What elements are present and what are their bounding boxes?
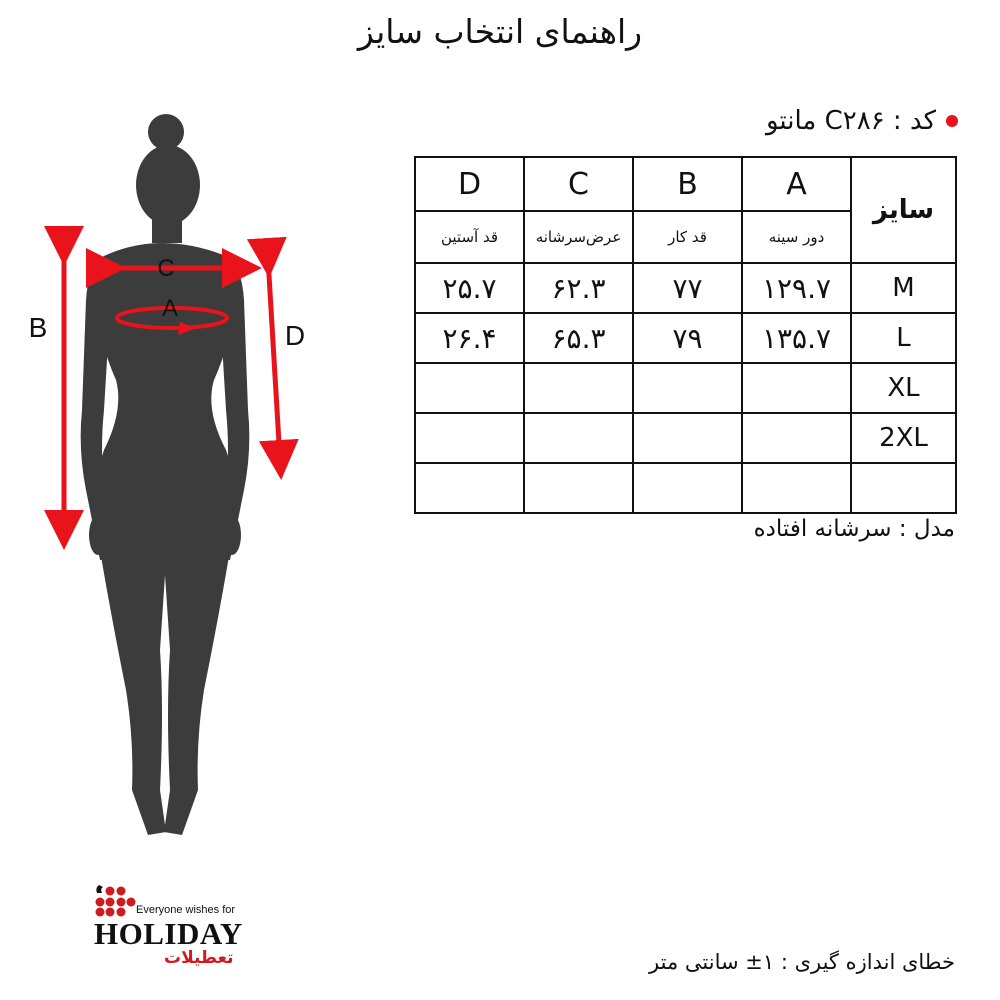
table-cell: ۲۶.۴	[415, 313, 524, 363]
bullet-dot-icon	[946, 115, 958, 127]
table-cell: ۱۳۵.۷	[742, 313, 851, 363]
label-d: D	[284, 320, 306, 351]
arrow-d	[268, 258, 280, 460]
table-cell	[633, 413, 742, 463]
table-cell: ۷۹	[633, 313, 742, 363]
size-table	[414, 156, 957, 514]
measurement-error-note: خطای اندازه گیری : ۱± سانتی متر	[649, 950, 955, 974]
column-name-sleeve-length: قد آستین	[415, 211, 524, 263]
table-cell	[633, 463, 742, 513]
size-label: L	[851, 313, 956, 363]
column-name-garment-length: قد کار	[633, 211, 742, 263]
column-letter-c: C	[524, 157, 633, 211]
label-a: A	[161, 295, 179, 322]
table-cell: ۷۷	[633, 263, 742, 313]
holiday-logo	[94, 882, 264, 972]
table-cell	[415, 413, 524, 463]
size-label	[851, 463, 956, 513]
table-row	[415, 313, 956, 363]
table-cell	[742, 413, 851, 463]
size-label: XL	[851, 363, 956, 413]
column-letter-a: A	[742, 157, 851, 211]
table-cell	[415, 363, 524, 413]
column-letter-d: D	[415, 157, 524, 211]
table-cell	[524, 413, 633, 463]
table-cell	[415, 463, 524, 513]
table-cell	[742, 363, 851, 413]
product-code: کد : C۲۸۶ مانتو	[765, 106, 936, 136]
body-silhouette	[81, 114, 250, 835]
table-row	[415, 363, 956, 413]
table-cell: ۶۲.۳	[524, 263, 633, 313]
model-description: مدل : سرشانه افتاده	[753, 516, 955, 542]
logo-brand-fa: تعطیلات	[164, 948, 234, 968]
table-cell: ۲۵.۷	[415, 263, 524, 313]
table-header-row	[415, 157, 956, 211]
table-cell: ۶۵.۳	[524, 313, 633, 363]
table-row	[415, 463, 956, 513]
logo-tagline: Everyone wishes for	[136, 904, 236, 916]
table-cell	[524, 463, 633, 513]
table-cell	[524, 363, 633, 413]
body-measurement-figure	[0, 90, 330, 850]
column-name-chest-circumference: دور سینه	[742, 211, 851, 263]
logo-dots-icon	[94, 882, 138, 918]
label-b: B	[28, 312, 48, 343]
table-cell: ۱۲۹.۷	[742, 263, 851, 313]
size-label: 2XL	[851, 413, 956, 463]
table-row	[415, 413, 956, 463]
product-code-line	[766, 106, 958, 136]
page-title: راهنمای انتخاب سایز	[357, 12, 643, 51]
column-name-shoulder-width: عرض‌سرشانه	[524, 211, 633, 263]
label-c: C	[157, 255, 175, 282]
table-row	[415, 263, 956, 313]
table-cell	[633, 363, 742, 413]
size-column-header: سایز	[851, 157, 956, 263]
column-letter-b: B	[633, 157, 742, 211]
logo-brand: HOLIDAY	[94, 916, 243, 951]
size-label: M	[851, 263, 956, 313]
table-cell	[742, 463, 851, 513]
